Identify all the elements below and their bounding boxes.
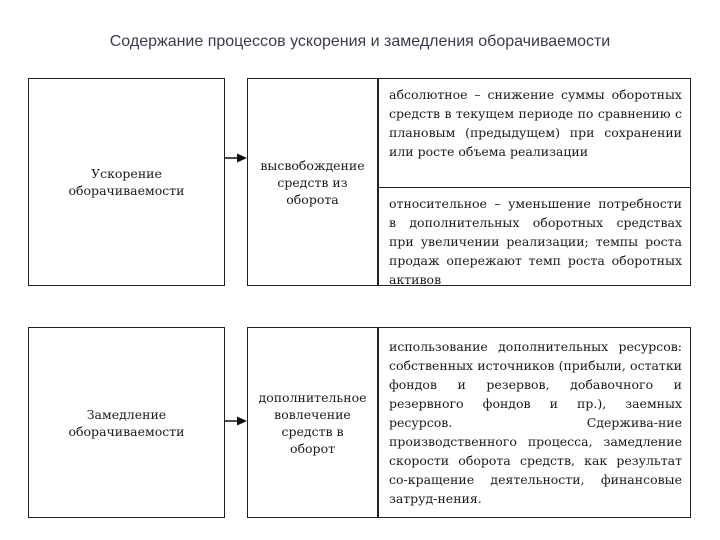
diagram-title: Содержание процессов ускорения и замедления оборачиваемости — [109, 33, 611, 50]
acceleration-result-box — [247, 78, 378, 286]
deceleration-result-label: дополнительное вовлечение средств в оборот — [258, 389, 367, 456]
deceleration-arrow — [225, 415, 247, 427]
absolute-release-text: абсолютное – снижение суммы оборотных средств в текущем периоде по сравнению с плановым (предыдущем) при сохранении или росте объема реализации — [389, 87, 682, 159]
acceleration-process-box — [28, 78, 225, 286]
deceleration-process-label: Замедление оборачиваемости — [68, 406, 185, 439]
acceleration-result-label: высвобождение средств из оборота — [260, 157, 365, 207]
relative-release-text: относительное – уменьшение потребности в дополнительных оборотных средствах при увеличении реализации; темпы роста продаж опережают темп роста оборотных активов — [389, 196, 682, 287]
acceleration-detail-box — [378, 78, 691, 286]
acceleration-process-label: Ускорение оборачиваемости — [68, 166, 185, 198]
acceleration-arrow — [225, 152, 247, 164]
deceleration-description-text: использование дополнительных ресурсов: собственных источников (прибыли, остатки фондов и резервов, добавочного и резервного фондов и пр.), заемных ресурсов. Сдержива-ние производственного процесса, замедление скорости оборота средств, как результат со-кращение деятельности, финансовые затруд-нения. — [389, 339, 682, 506]
deceleration-process-box — [28, 327, 225, 518]
deceleration-result-box — [247, 327, 378, 518]
deceleration-detail-box — [378, 327, 691, 518]
